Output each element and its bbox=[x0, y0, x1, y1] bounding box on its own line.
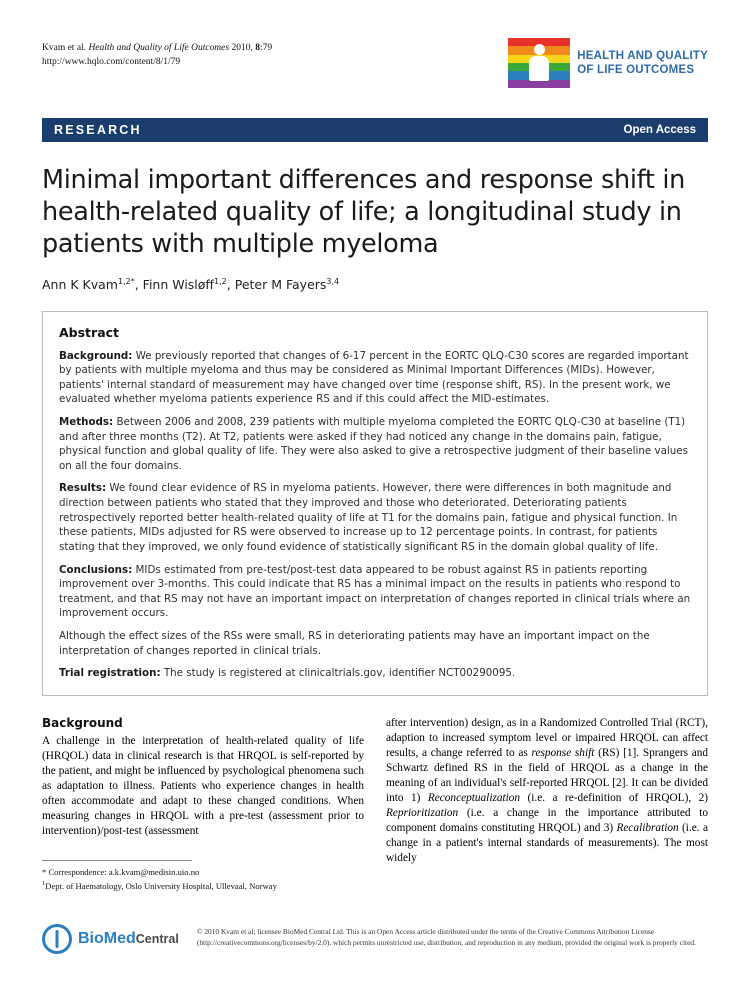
column-right bbox=[386, 716, 708, 866]
journal-citation bbox=[42, 38, 272, 70]
abstract-section-label: Conclusions: bbox=[59, 563, 133, 576]
abstract-section-label: Trial registration: bbox=[59, 667, 161, 680]
central-word: Central bbox=[135, 932, 179, 946]
correspondence-line: * Correspondence: a.k.kvam@medisin.uio.no bbox=[42, 867, 200, 878]
abstract-section bbox=[59, 415, 691, 473]
journal-logo bbox=[508, 38, 708, 88]
biomed-central-text bbox=[78, 931, 179, 947]
rainbow-person-icon bbox=[508, 38, 570, 88]
research-open-access-bar bbox=[42, 118, 708, 142]
research-label: RESEARCH bbox=[54, 123, 142, 137]
biomed-word: BioMed bbox=[78, 930, 136, 947]
abstract-heading: Abstract bbox=[59, 324, 120, 340]
citation-url: http://www.hqlo.com/content/8/1/79 bbox=[42, 56, 181, 67]
biomed-circle-icon bbox=[42, 924, 72, 954]
abstract-section-label: Background: bbox=[59, 349, 133, 362]
abstract-section-text: Between 2006 and 2008, 239 patients with multiple myeloma completed the EORTC QLQ-C30 at baseline (T1) and after three months (T2). At T2, patients were asked if they had noticed any change in the domains pain, fatigue, physical function and global quality of life. They were also asked to give a retrospective judgment of their baseline values on all the four domains. bbox=[59, 416, 688, 472]
abstract-section-text: Although the effect sizes of the RSs were small, RS in deteriorating patients may have an important impact on the interpretation of changes reported in clinical trials. bbox=[59, 629, 650, 657]
open-access-label: Open Access bbox=[623, 124, 696, 136]
column-left bbox=[42, 716, 364, 866]
citation-volume: 8 bbox=[255, 43, 260, 53]
abstract-section bbox=[59, 629, 691, 658]
section-heading-background: Background bbox=[42, 715, 123, 730]
abstract-section bbox=[59, 349, 691, 407]
citation-journal: Health and Quality of Life Outcomes bbox=[88, 43, 230, 53]
citation-year: 2010, bbox=[231, 43, 253, 53]
abstract-section-text: We found clear evidence of RS in myeloma patients. However, there were differences in both magnitude and direction between patients who stated that they improved and those who deteriorated. Deteriorating patients retrospectively reported better health-related quality of life at T1 for the domains pain, fatigue and physical function. In these patients, MIDs adjusted for RS were observed to increase up to 12 percentage points. In contrast, for patients stating that they improved, we only found evidence of statistically significant RS in the domain global quality of life. bbox=[59, 482, 678, 553]
abstract-section-label: Results: bbox=[59, 482, 107, 495]
journal-logo-line2: OF LIFE OUTCOMES bbox=[577, 64, 695, 76]
abstract-section-text: We previously reported that changes of 6-17 percent in the EORTC QLQ-C30 scores are regarded important by patients with multiple myeloma and thus may be considered as Minimal Important Differences (MIDs). However, patients' internal standard of measurement may have changed over time (response shift, RS). In the present work, we evaluated whether myeloma patients experience RS and if this could affect the MID-estimates. bbox=[59, 349, 689, 406]
abstract-box bbox=[42, 311, 708, 696]
journal-logo-text bbox=[577, 49, 708, 78]
publisher-footer bbox=[0, 908, 750, 1000]
abstract-section-text: The study is registered at clinicaltrials.gov, identifier NCT00290095. bbox=[160, 667, 516, 680]
background-paragraph-left: A challenge in the interpretation of health-related quality of life (HRQOL) data in clinical research is that HRQOL is self-reported by the patient, and might be influenced by psychological phenomena such as adaptation to illness. Patients who experience changes in health often accommodate and adapt to these changed conditions. When measuring changes in HRQOL with a pre-test (assessment prior to intervention)/post-test (assessment bbox=[42, 734, 364, 837]
background-paragraph-right: after intervention) design, as in a Randomized Controlled Trial (RCT), adaption to increased symptom level or impaired HRQOL can affect results, a change referred to as response shift (RS) [1]. Sprangers and Schwartz defined RS in the field of HRQOL as a change in the meaning of an individual's self-reported HRQOL [2]. It can be divided into 1) Reconceptualization (i.e. a re-definition of HRQOL), 2) Reprioritization (i.e. a change in the importance attributed to component domains constituting HRQOL) and 3) Recalibration (i.e. a change in a patient's internal standards of measurements). The most widely bbox=[386, 716, 709, 864]
abstract-section-label: Methods: bbox=[59, 416, 114, 429]
journal-logo-line1: HEALTH AND QUALITY bbox=[577, 49, 708, 62]
page-title: Minimal important differences and response shift in health-related quality of life; a longitudinal study in patients with multiple myeloma bbox=[42, 165, 685, 260]
author-list: Ann K Kvam$^{1,2*}$, Finn Wisløff$^{1,2}$, Peter M Fayers$^{3,4}$ bbox=[42, 277, 340, 293]
body-columns bbox=[42, 716, 708, 866]
citation-line-1 bbox=[42, 42, 272, 56]
abstract-section bbox=[59, 481, 691, 554]
abstract-section-text: MIDs estimated from pre-test/post-test data appeared to be robust against RS in patients reporting improvement over 3-months. This could indicate that RS has a minimal impact on the results in patients who respond to treatment, and that RS may not have an important impact on interpretation of changes reported in clinical trials where an improvement occurs. bbox=[59, 563, 691, 620]
abstract-sections bbox=[59, 349, 691, 681]
footnote bbox=[42, 860, 372, 892]
affiliation-line: $^1$Dept. of Haematology, Oslo University Hospital, Ullevaal, Norway bbox=[42, 879, 277, 891]
biomed-central-logo bbox=[42, 922, 179, 954]
person-glyph-icon bbox=[529, 44, 549, 82]
citation-pages: :79 bbox=[259, 43, 273, 53]
page-header bbox=[42, 38, 708, 108]
abstract-section bbox=[59, 666, 691, 681]
abstract-section bbox=[59, 563, 691, 621]
license-text: © 2010 Kvam et al; licensee BioMed Central Ltd. This is an Open Access article distributed under the terms of the Creative Commons Attribution License (http://creativecommons.org/licenses/by/2.0), which permits unrestricted use, distribution, and reproduction in any medium, provided the original work is properly cited. bbox=[196, 927, 696, 948]
citation-authors: Kvam et al. bbox=[42, 43, 87, 53]
footnote-divider bbox=[42, 860, 192, 861]
